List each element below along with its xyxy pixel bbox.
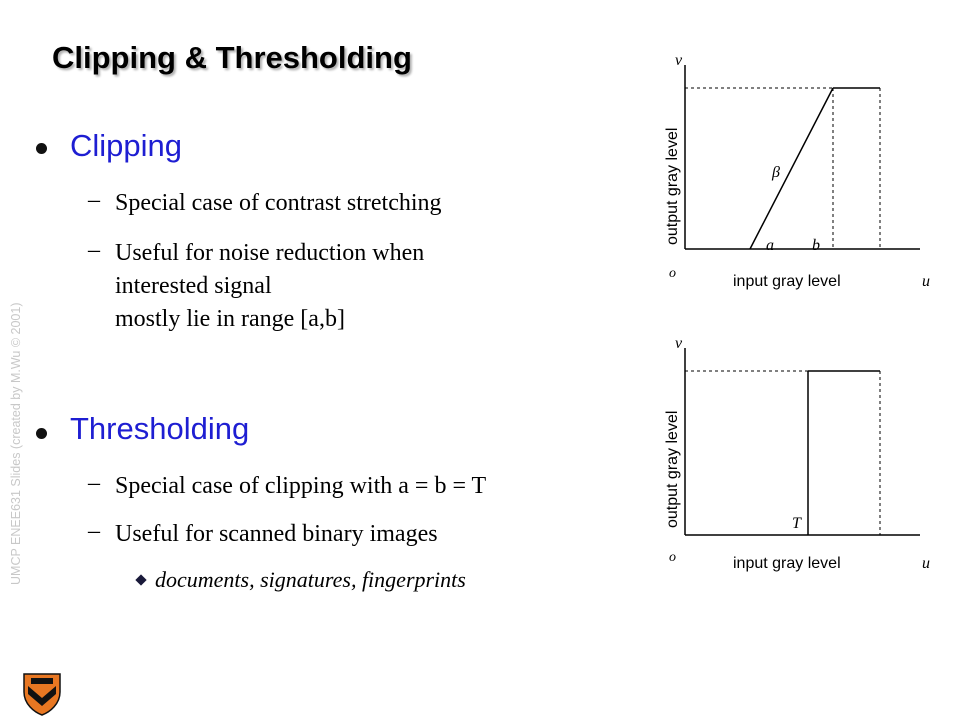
thresholding-diagram xyxy=(640,328,940,588)
dash-marker: – xyxy=(88,237,100,263)
sub-list-item: documents, signatures, fingerprints xyxy=(155,567,466,592)
dash-marker: – xyxy=(88,187,100,213)
slide-title: Clipping & Thresholding xyxy=(52,40,412,75)
slide-watermark: UMCP ENEE631 Slides (created by M.Wu © 2001) xyxy=(9,302,23,585)
y-axis-var: v xyxy=(675,52,683,69)
section-heading-thresholding: Thresholding xyxy=(70,411,250,446)
point-b-label: b xyxy=(812,237,820,254)
x-axis-var: u xyxy=(922,555,930,572)
list-item: mostly lie in range [a,b] xyxy=(115,306,345,332)
list-item: interested signal xyxy=(115,273,272,299)
shield-logo xyxy=(22,672,62,716)
list-item: Useful for scanned binary images xyxy=(115,521,438,547)
list-item: Special case of contrast stretching xyxy=(115,190,442,216)
threshold-label: T xyxy=(792,515,801,532)
y-axis-label: output gray level xyxy=(664,410,681,528)
bullet-dot xyxy=(36,428,47,439)
bullet-dot xyxy=(36,143,47,154)
x-axis-label: input gray level xyxy=(733,555,841,572)
x-axis-var: u xyxy=(922,273,930,290)
y-axis-var: v xyxy=(675,335,683,352)
dash-marker: – xyxy=(88,470,100,496)
x-axis-label: input gray level xyxy=(733,273,841,290)
clipping-diagram xyxy=(640,45,940,305)
list-item: Useful for noise reduction when xyxy=(115,240,425,266)
ramp-line xyxy=(750,88,833,249)
list-item: Special case of clipping with a = b = T xyxy=(115,473,487,499)
slope-label: β xyxy=(772,164,780,181)
section-heading-clipping: Clipping xyxy=(70,128,183,163)
dash-marker: – xyxy=(88,518,100,544)
y-axis-label: output gray level xyxy=(664,127,681,245)
point-a-label: a xyxy=(766,237,774,254)
origin-label: o xyxy=(669,266,676,281)
origin-label: o xyxy=(669,550,676,565)
diamond-bullet-icon xyxy=(135,574,146,585)
